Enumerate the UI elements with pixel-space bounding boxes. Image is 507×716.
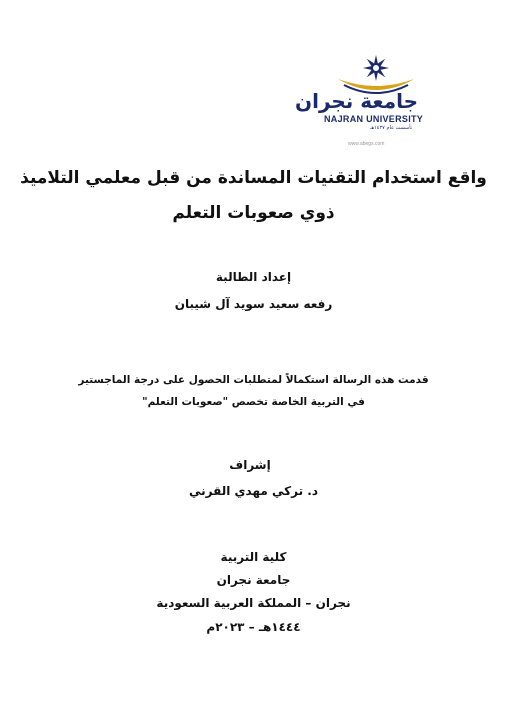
logo-arabic-text: جامعة نجران: [295, 89, 418, 113]
author-name: رفعه سعيد سويد آل شيبان: [174, 297, 333, 311]
university-logo: [295, 55, 430, 135]
watermark-text: www.abegs.com: [348, 141, 385, 147]
college-name: كلية التربية: [220, 550, 287, 564]
submission-line-1: قدمت هذه الرسالة استكمالاً لمتطلبات الحصول على درجة الماجستير: [78, 374, 429, 386]
supervisor-label: إشراف: [229, 458, 271, 472]
supervisor-name: د. تركي مهدي القرني: [189, 484, 318, 498]
thesis-title-line-1: واقع استخدام التقنيات المساندة من قبل معلمي التلاميذ: [20, 168, 487, 188]
university-name: جامعة نجران: [216, 573, 291, 587]
logo-english-text: NAJRAN UNIVERSITY: [324, 114, 424, 124]
author-label: إعداد الطالبة: [215, 270, 292, 284]
date-text: ١٤٤٤هـ – ٢٠٢٣م: [206, 620, 301, 634]
submission-line-2: في التربية الخاصة تخصص "صعوبات التعلم": [142, 396, 365, 408]
location-text: نجران – المملكة العربية السعودية: [156, 596, 351, 610]
thesis-title-line-2: ذوي صعوبات التعلم: [172, 203, 335, 223]
logo-established-text: تأسست عام ١٤٢٧هـ: [370, 125, 413, 131]
